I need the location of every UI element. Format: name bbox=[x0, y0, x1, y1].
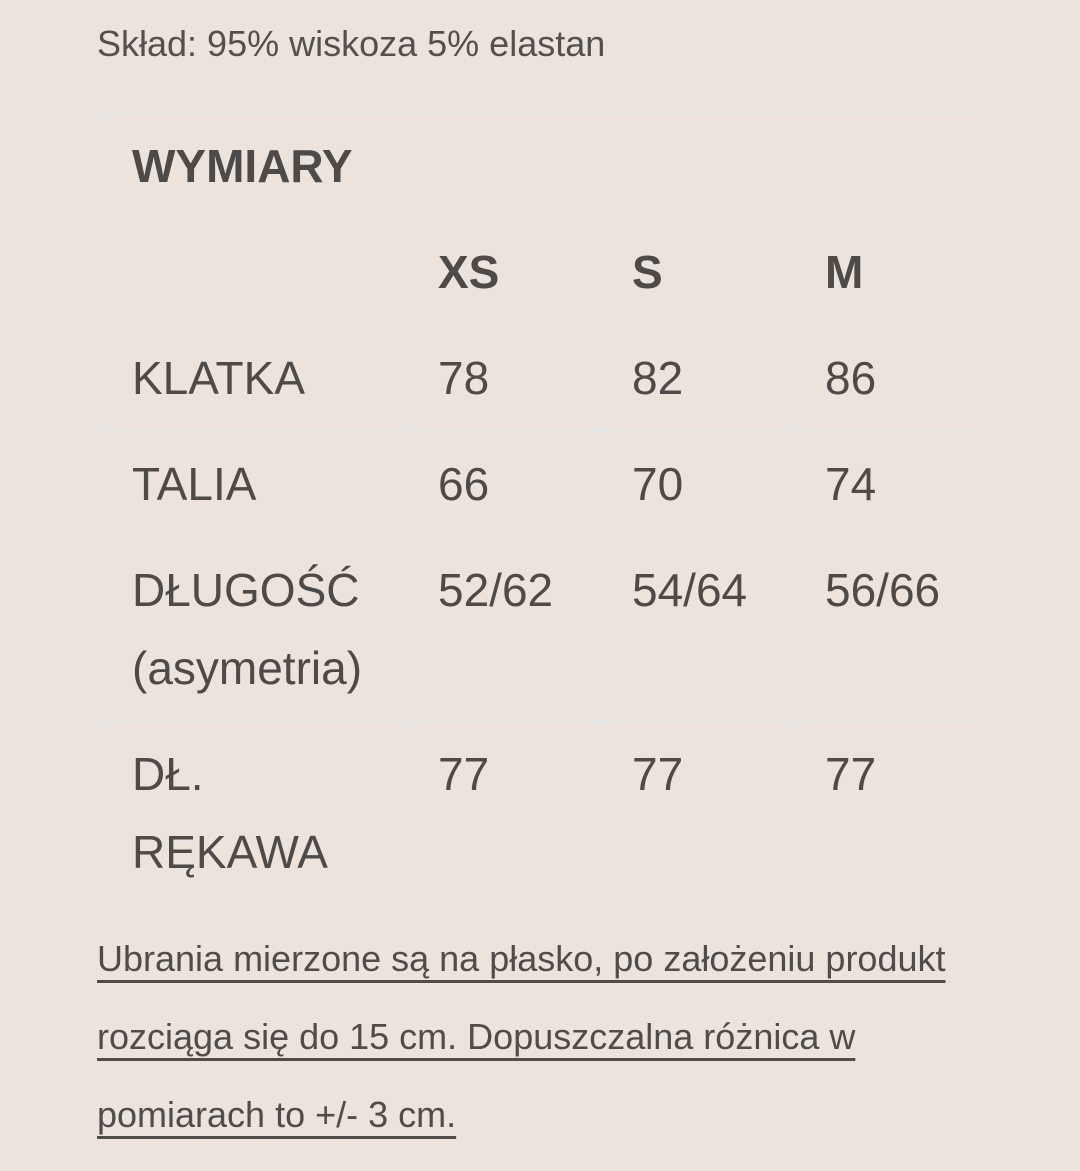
size-table bbox=[97, 112, 985, 906]
composition-text: Skład: 95% wiskoza 5% elastan bbox=[97, 23, 606, 64]
cell-value: 82 bbox=[598, 325, 791, 431]
cell-value: 77 bbox=[404, 721, 598, 905]
cell-value: 77 bbox=[791, 721, 984, 905]
cell-value: 70 bbox=[598, 431, 791, 537]
table-row-dl-rekawa bbox=[98, 721, 984, 905]
row-label: KLATKA bbox=[98, 325, 404, 431]
size-column-m: M bbox=[791, 219, 984, 325]
table-row-talia bbox=[98, 431, 984, 537]
size-column-s: S bbox=[598, 219, 791, 325]
cell-value: 77 bbox=[598, 721, 791, 905]
cell-value: 56/66 bbox=[791, 537, 984, 721]
cell-value: 54/64 bbox=[598, 537, 791, 721]
size-table-title-row bbox=[98, 113, 984, 219]
row-label: DŁUGOŚĆ (asymetria) bbox=[98, 537, 404, 721]
size-table-title: WYMIARY bbox=[98, 113, 984, 219]
cell-value: 74 bbox=[791, 431, 984, 537]
table-row-klatka bbox=[98, 325, 984, 431]
size-column-xs: XS bbox=[404, 219, 598, 325]
measurement-note: Ubrania mierzone są na płasko, po założeniu produkt rozciąga się do 15 cm. Dopuszczalna różnica w pomiarach to +/- 3 cm. bbox=[97, 938, 946, 1135]
row-label: DŁ. RĘKAWA bbox=[98, 721, 404, 905]
size-table-corner-cell bbox=[98, 219, 404, 325]
size-table-header-row bbox=[98, 219, 984, 325]
row-label: TALIA bbox=[98, 431, 404, 537]
table-row-dlugosc bbox=[98, 537, 984, 721]
cell-value: 86 bbox=[791, 325, 984, 431]
cell-value: 78 bbox=[404, 325, 598, 431]
cell-value: 52/62 bbox=[404, 537, 598, 721]
cell-value: 66 bbox=[404, 431, 598, 537]
